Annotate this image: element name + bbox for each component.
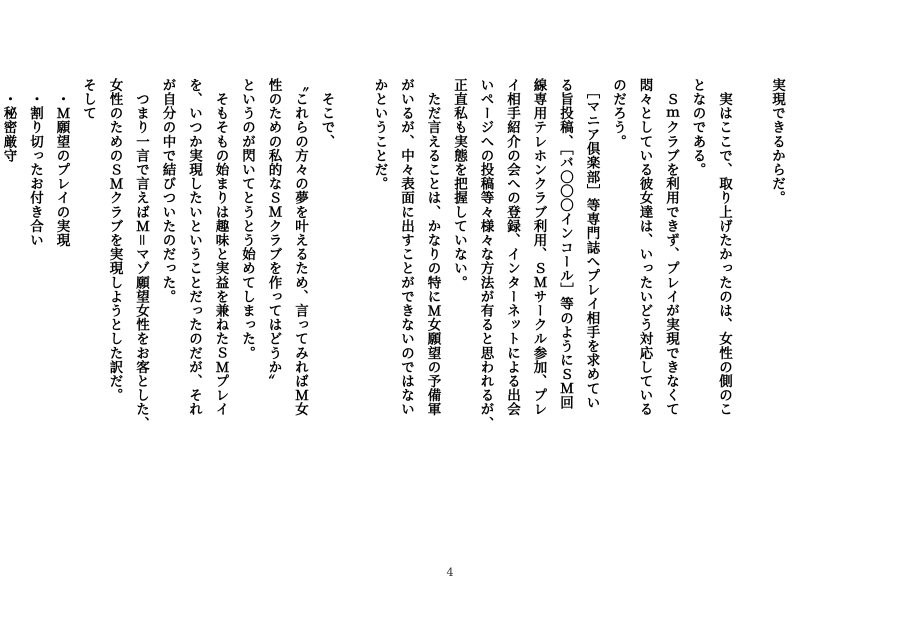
page-number: 4 <box>446 566 454 579</box>
list-item: ・秘密厳守 <box>0 78 17 163</box>
text-line: 線専用テレホンクラブ利用、ＳＭサークル参加、プレ <box>530 78 547 417</box>
text-line: を、いつか実現したいということだったのだが、それ <box>186 78 202 417</box>
text-line: 正直私も実態を把握していない。 <box>451 78 467 290</box>
text-line: のだろう。 <box>610 78 626 149</box>
blank-line <box>340 78 367 548</box>
text-line: 実はここで、取り上げたかったのは、女性の側のこ <box>716 78 732 417</box>
vertical-text-body <box>0 78 790 548</box>
text-line: がいるが、中々表面に出すことができないのではない <box>398 78 414 417</box>
text-line: 悶々としている彼女達は、いったいどう対応している <box>636 78 653 417</box>
text-line: る旨投稿、［バ〇〇〇インコール］等のようにＳＭ回 <box>557 78 573 410</box>
list-item: ・Ｍ願望のプレイの実現 <box>53 78 70 248</box>
text-line: 〝これらの方々の夢を叶えるため、言ってみればＭ女 <box>292 78 308 417</box>
list-item: ・割り切ったお付き合い <box>27 78 43 248</box>
text-line: ［マニア倶楽部］等専門誌へプレイ相手を求めてい <box>583 78 600 410</box>
text-line: 実現できるからだ。 <box>769 78 785 205</box>
blank-line <box>737 78 764 548</box>
text-line: つまり一言で言えばＭ＝マゾ願望女性をお客とした、 <box>133 78 149 431</box>
text-line: 女性のためのＳＭクラブを実現しようとした訳だ。 <box>106 78 123 403</box>
text-line: ただ言えることは、かなりの特にＭ女願望の予備軍 <box>424 78 441 417</box>
text-line: というのが閃いてとうとう始めてしまった。 <box>239 78 255 360</box>
text-line: Ｓｍクラブを利用できず、プレイが実現できなくて <box>663 78 679 417</box>
text-line: そもそもの始まりは趣味と実益を兼ねたＳＭプレイ <box>212 78 229 417</box>
text-line: かということだ。 <box>371 78 388 191</box>
text-line: が自分の中で結びついたのだった。 <box>159 78 176 304</box>
text-line: そこで、 <box>318 78 335 149</box>
text-line: そして <box>80 78 96 121</box>
text-line: いページへの投稿等々様々な方法が有ると思われるが、 <box>477 78 494 431</box>
text-line: 性のための私的なＳＭクラブを作ってはどうか〟 <box>265 78 282 389</box>
text-line: となのである。 <box>689 78 706 177</box>
text-line: イ相手紹介の会への登録、インターネットによる出会 <box>504 78 520 417</box>
